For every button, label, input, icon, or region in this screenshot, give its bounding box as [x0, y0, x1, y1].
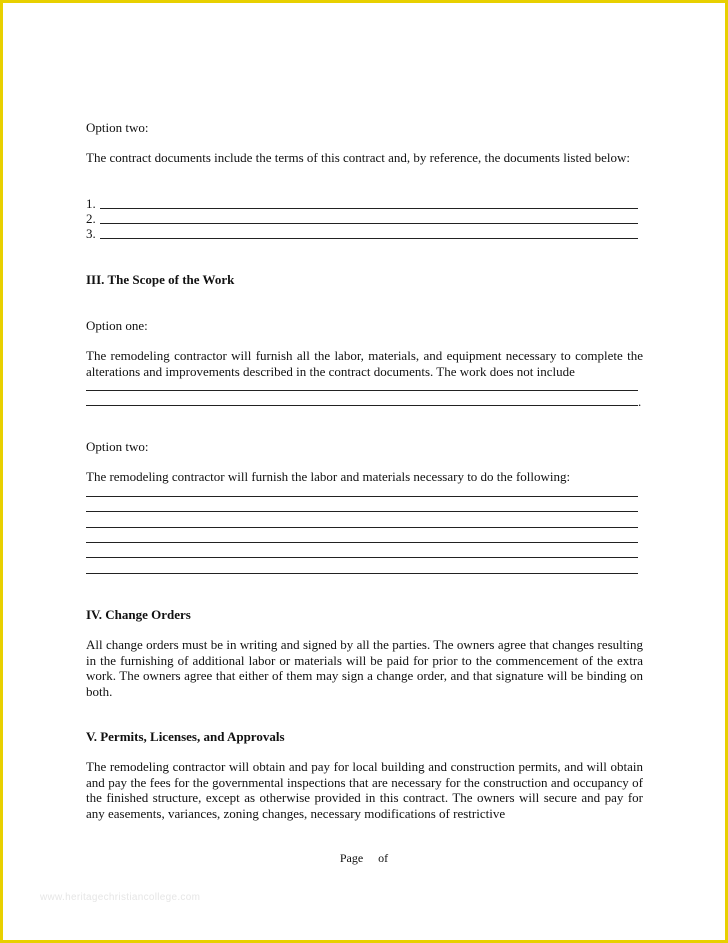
- scope-option-one-paragraph: The remodeling contractor will furnish all the labor, materials, and equipment necessary to complete the alterations and improvements described in the contract documents. The work does not include: [86, 348, 643, 379]
- blank-line: [86, 496, 638, 497]
- watermark: www.heritagechristiancollege.com: [40, 892, 201, 903]
- scope-option-two-paragraph: The remodeling contractor will furnish the labor and materials necessary to do the following:: [86, 469, 571, 484]
- blank-line: [100, 208, 638, 209]
- page-footer: [0, 851, 728, 866]
- blank-line: [86, 557, 638, 558]
- line-end-period: .: [638, 394, 642, 409]
- document-list-line-1: [86, 196, 638, 211]
- document-list-line-2: [86, 211, 638, 226]
- change-orders-paragraph: All change orders must be in writing and signed by all the parties. The owners agree that changes resulting in the furnishing of additional labor or materials will be paid for prior to the commencement of the extra work. The owners agree that either of them may sign a change order, and that signature will be binding on both.: [86, 637, 643, 699]
- contract-documents-paragraph: The contract documents include the terms of this contract and, by reference, the documents listed below:: [86, 150, 631, 165]
- list-number: 3.: [86, 226, 96, 241]
- blank-line: [86, 527, 638, 528]
- list-number: 1.: [86, 196, 96, 211]
- list-number: 2.: [86, 211, 96, 226]
- blank-line: [86, 390, 638, 391]
- blank-line: [100, 223, 638, 224]
- option-two-label: Option two:: [86, 120, 149, 135]
- scope-heading: III. The Scope of the Work: [86, 272, 235, 287]
- blank-line: [86, 405, 638, 406]
- option-two-label: Option two:: [86, 439, 149, 454]
- blank-line: [100, 238, 638, 239]
- permits-paragraph: The remodeling contractor will obtain and pay for local building and construction permits, and will obtain and pay the fees for the governmental inspections that are necessary for the construction and occupancy of the finished structure, except as otherwise provided in this contract. The owners will secure and pay for any easements, variances, zoning changes, necessary modifications of restrictive: [86, 759, 643, 821]
- permits-heading: V. Permits, Licenses, and Approvals: [86, 729, 285, 744]
- page-label: Page: [339, 851, 364, 865]
- blank-line: [86, 573, 638, 574]
- of-label: of: [378, 851, 389, 865]
- option-one-label: Option one:: [86, 318, 148, 333]
- document-list-line-3: [86, 226, 638, 241]
- blank-line: [86, 542, 638, 543]
- blank-line: [86, 511, 638, 512]
- change-orders-heading: IV. Change Orders: [86, 607, 191, 622]
